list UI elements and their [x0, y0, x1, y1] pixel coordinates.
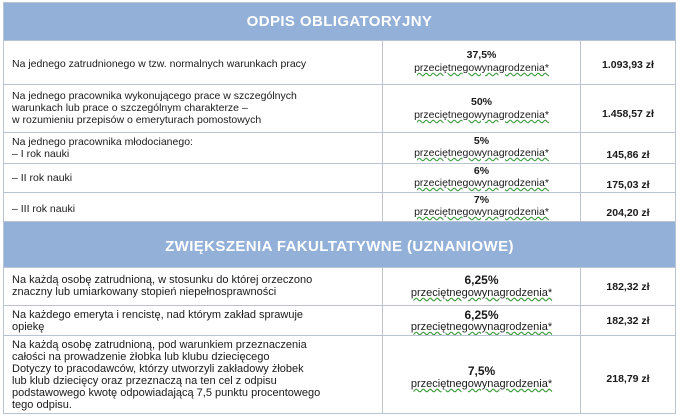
- rate-cell: [383, 85, 581, 132]
- table-row: [4, 40, 675, 84]
- description-text: tego odpisu.: [12, 399, 72, 411]
- amount-cell: [581, 133, 675, 163]
- amount-value: 218,79 zł: [606, 373, 650, 385]
- description-cell: [4, 306, 383, 335]
- table-row: [4, 335, 675, 413]
- amount-value: 182,32 zł: [606, 281, 650, 293]
- description-cell: [4, 268, 383, 305]
- description-cell: [4, 164, 383, 192]
- rate-percent: 7%: [473, 194, 490, 206]
- description-text: Dotyczy to pracodawców, którzy utworzyli zakładowy żłobek: [12, 363, 304, 375]
- amount-cell: [581, 193, 675, 221]
- description-text: opiekę: [12, 321, 45, 333]
- description-text: Na każdą osobę zatrudnioną, w stosunku do której orzeczono: [12, 274, 313, 286]
- description-text: Na każdą osobę zatrudnioną, pod warunkiem przeznaczenia: [12, 339, 307, 351]
- section-title: ZWIĘKSZENIA FAKULTATYWNE (UZNANIOWE): [165, 238, 514, 255]
- rate-cell: [383, 193, 581, 221]
- description-text: lub klub dziecięcy oraz przeznaczą na ten cel z odpisu: [12, 375, 277, 387]
- rate-label: przeciętnegowynagrodzenia*: [414, 62, 549, 74]
- rate-label: przeciętnegowynagrodzenia*: [410, 287, 553, 299]
- description-text: znaczny lub umiarkowany stopień niepełnosprawności: [12, 286, 277, 298]
- description-cell: [4, 193, 383, 221]
- description-text: w rozumieniu przepisów o emeryturach pomostowych: [12, 114, 262, 126]
- description-text: Na jednego pracownika młodocianego:: [12, 136, 193, 148]
- rate-cell: [383, 164, 581, 192]
- description-text: – I rok nauki: [12, 148, 70, 160]
- rate-label: przeciętnegowynagrodzenia*: [410, 321, 553, 333]
- rate-cell: [383, 268, 581, 305]
- section-header-obligatory: [4, 3, 675, 40]
- description-text: podstawowego kwotę odpowiadającą 7,5 punktu procentowego: [12, 387, 321, 399]
- table-row: [4, 163, 675, 192]
- description-text: Na jednego zatrudnionego w tzw. normalnych warunkach pracy: [12, 58, 307, 70]
- amount-cell: [581, 268, 675, 305]
- amount-value: 145,86 zł: [606, 149, 650, 161]
- description-text: Na każdego emeryta i rencistę, nad którym zakład sprawuje: [12, 309, 304, 321]
- description-text: – II rok nauki: [12, 172, 73, 184]
- description-text: całości na prowadzenie żłobka lub klubu dziecięcego: [12, 351, 270, 363]
- table-row: [4, 84, 675, 132]
- rate-cell: [383, 133, 581, 163]
- rate-percent: 6,25%: [464, 273, 499, 287]
- amount-cell: [581, 336, 675, 413]
- section-header-optional: [4, 221, 675, 267]
- rate-cell: [383, 41, 581, 84]
- section-title: ODPIS OBLIGATORYJNY: [246, 13, 433, 30]
- rate-cell: [383, 336, 581, 413]
- table-row: [4, 267, 675, 305]
- description-text: warunkach lub prace o szczególnym charakterze –: [12, 102, 248, 114]
- rate-label: przeciętnegowynagrodzenia*: [414, 109, 549, 121]
- amount-value: 182,32 zł: [606, 315, 650, 327]
- rate-percent: 37,5%: [466, 49, 497, 61]
- amount-cell: [581, 164, 675, 192]
- amount-cell: [581, 41, 675, 84]
- rate-percent: 7,5%: [467, 364, 496, 378]
- rate-percent: 6%: [473, 165, 490, 177]
- description-text: – III rok nauki: [12, 203, 76, 215]
- table-row: [4, 192, 675, 221]
- amount-value: 1.093,93 zł: [602, 59, 654, 71]
- rate-percent: 6,25%: [464, 308, 499, 322]
- table-row: [4, 132, 675, 163]
- rate-label: przeciętnegowynagrodzenia*: [414, 147, 549, 159]
- rate-cell: [383, 306, 581, 335]
- rate-percent: 50%: [470, 96, 492, 108]
- amount-cell: [581, 85, 675, 132]
- rate-label: przeciętnegowynagrodzenia*: [414, 206, 549, 218]
- description-cell: [4, 41, 383, 84]
- amount-value: 204,20 zł: [606, 207, 650, 219]
- rate-label: przeciętnegowynagrodzenia*: [414, 177, 549, 189]
- amount-value: 1.458,57 zł: [602, 108, 654, 120]
- description-text: Na jednego pracownika wykonującego prace w szczególnych: [12, 90, 297, 102]
- description-cell: [4, 336, 383, 413]
- benefit-fund-table: [3, 2, 676, 414]
- table-row: [4, 305, 675, 335]
- rate-percent: 5%: [473, 135, 490, 147]
- description-cell: [4, 85, 383, 132]
- rate-label: przeciętnegowynagrodzenia*: [410, 378, 553, 390]
- amount-value: 175,03 zł: [606, 179, 650, 191]
- description-cell: [4, 133, 383, 163]
- amount-cell: [581, 306, 675, 335]
